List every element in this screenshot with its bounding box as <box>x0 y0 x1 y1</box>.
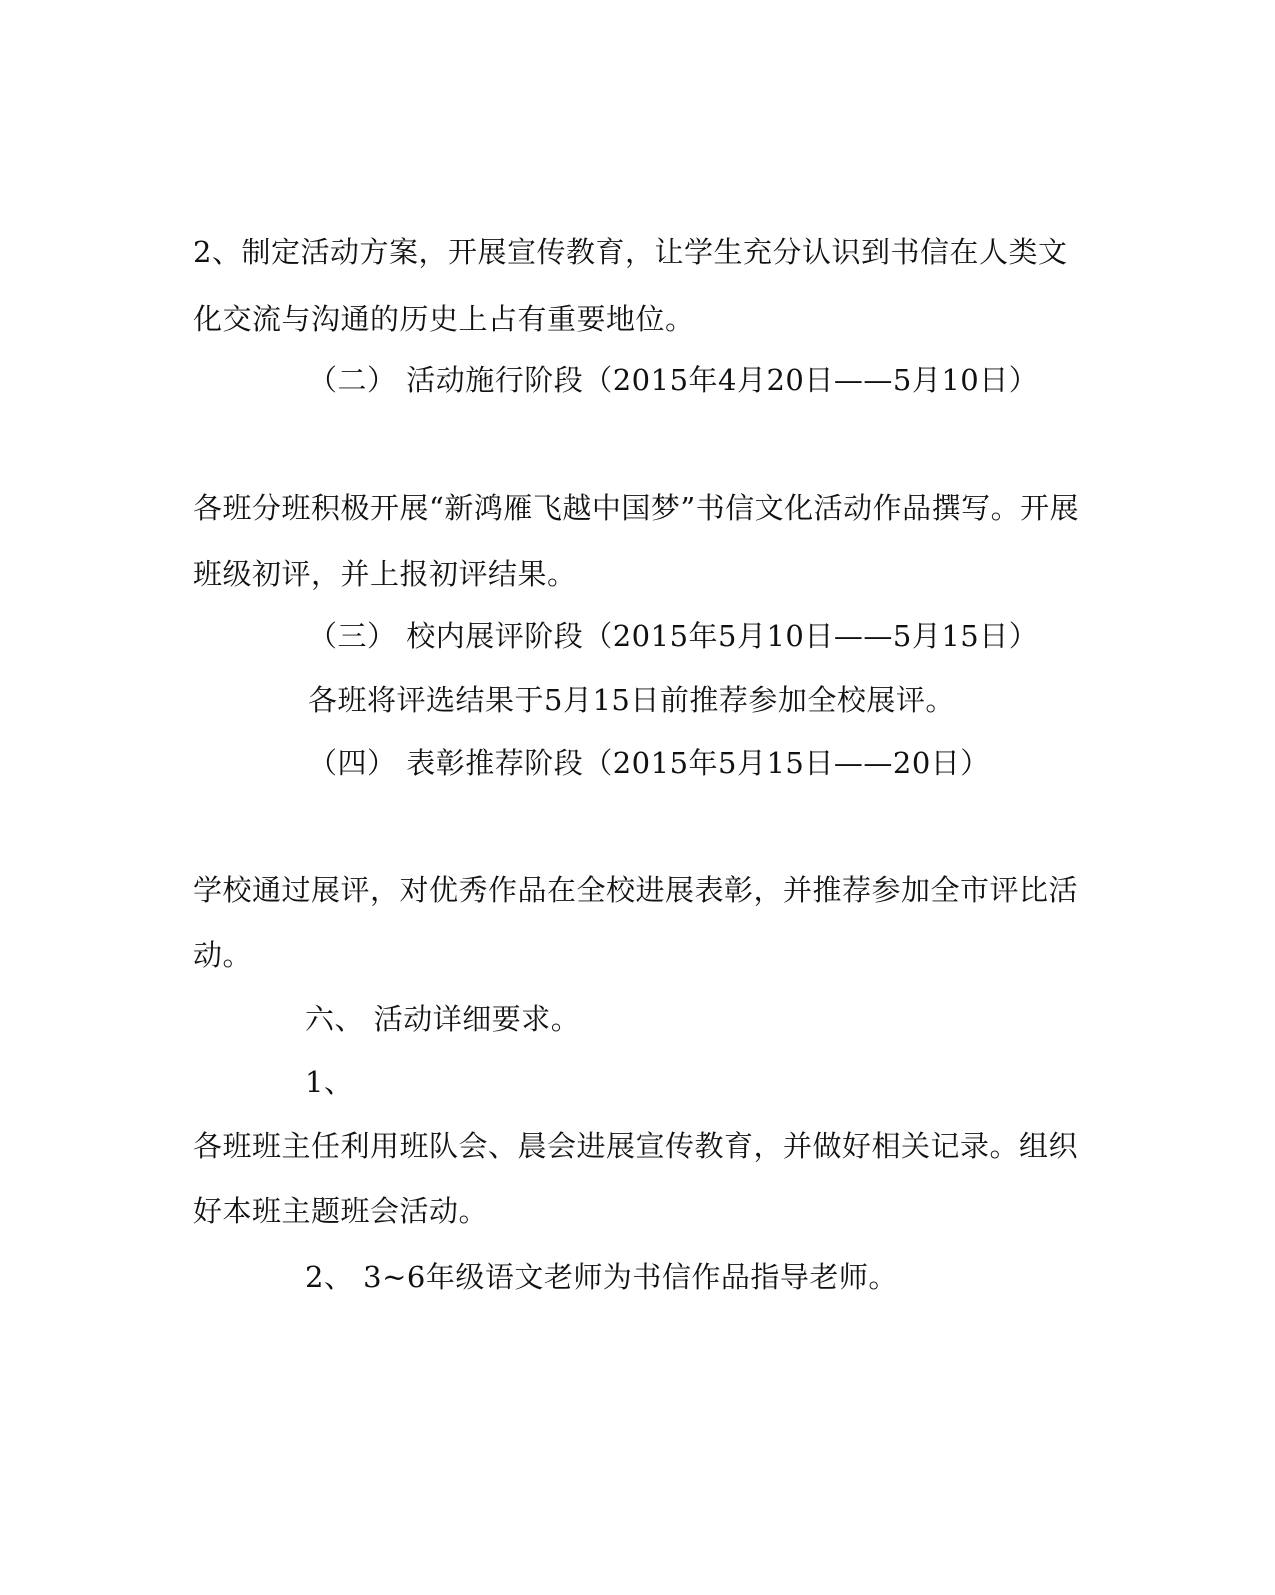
paragraph-line: 2、制定活动方案，开展宣传教育，让学生充分认识到书信在人类文 <box>193 235 1068 269</box>
paragraph-line: 学校通过展评，对优秀作品在全校进展表彰，并推荐参加全市评比活 <box>193 873 1079 907</box>
paragraph-line: 化交流与沟通的历史上占有重要地位。 <box>193 302 695 336</box>
paragraph-line: 各班分班积极开展“新鸿雁飞越中国梦”书信文化活动作品撰写。开展 <box>193 491 1080 525</box>
section-heading: （二） 活动施行阶段（2015年4月20日——5月10日） <box>308 363 1039 397</box>
paragraph-line: 好本班主题班会活动。 <box>193 1194 489 1228</box>
section-heading: （四） 表彰推荐阶段（2015年5月15日——20日） <box>308 746 990 780</box>
section-heading: （三） 校内展评阶段（2015年5月10日——5月15日） <box>308 619 1039 653</box>
paragraph-line: 动。 <box>193 938 253 972</box>
paragraph-line: 各班将评选结果于5月15日前推荐参加全校展评。 <box>308 683 955 717</box>
list-number: 1、 <box>305 1065 354 1099</box>
section-heading: 六、 活动详细要求。 <box>305 1002 581 1036</box>
paragraph-line: 各班班主任利用班队会、晨会进展宣传教育，并做好相关记录。组织 <box>193 1129 1079 1163</box>
paragraph-line: 班级初评，并上报初评结果。 <box>193 557 577 591</box>
list-item: 2、 3~6年级语文老师为书信作品指导老师。 <box>305 1260 898 1294</box>
